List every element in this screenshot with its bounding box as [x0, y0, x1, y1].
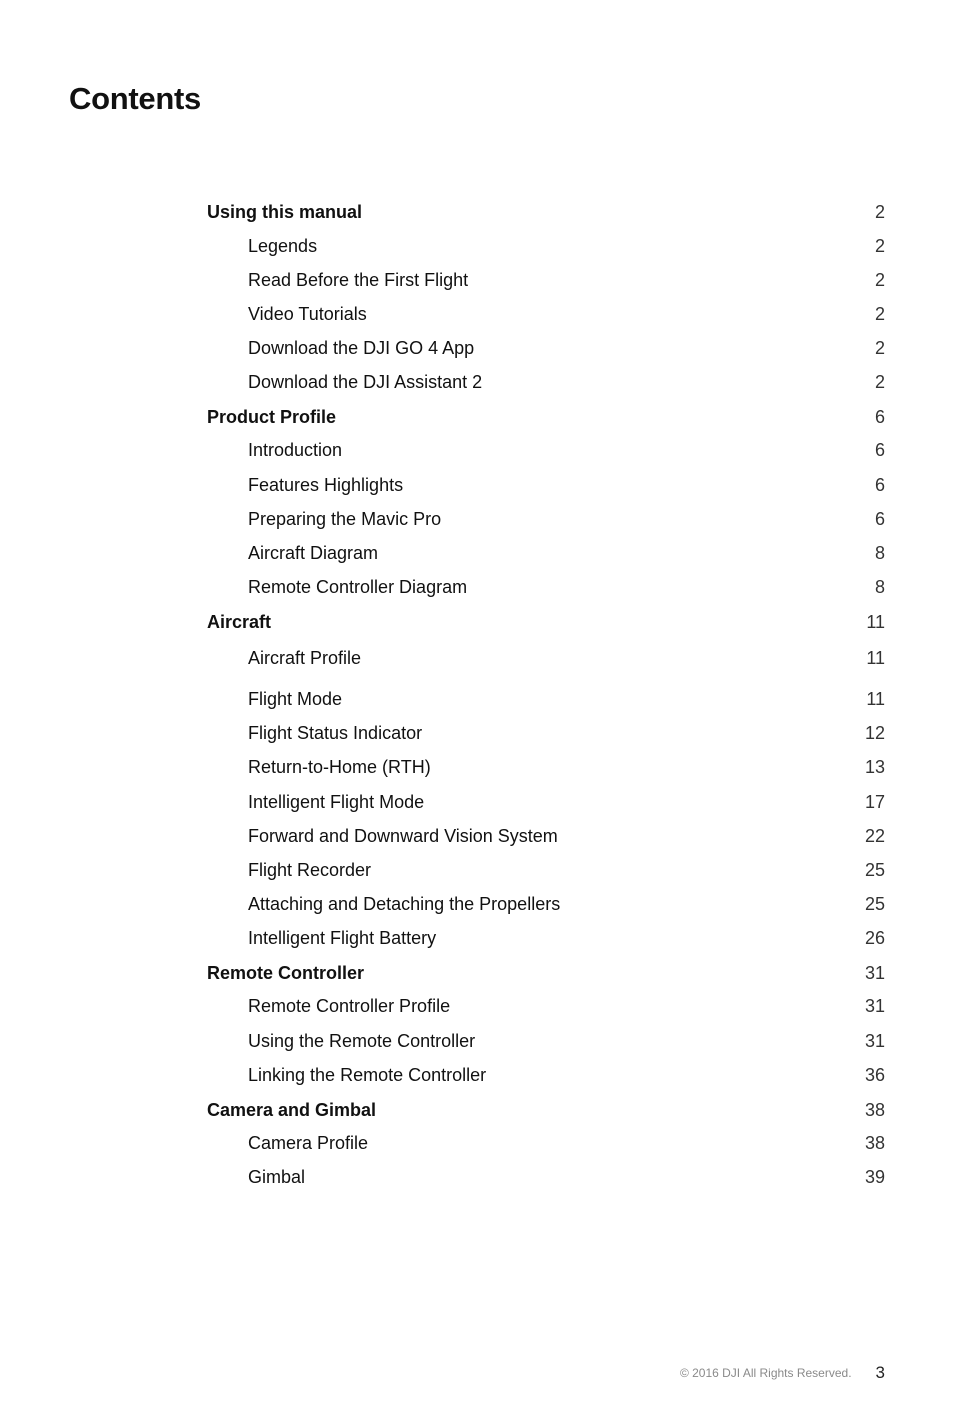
toc-page-number: 11: [866, 612, 885, 632]
toc-entry-download-dji-go-4-app[interactable]: [207, 336, 885, 360]
toc-entry-vision-system[interactable]: [207, 824, 885, 848]
toc-entry-intelligent-flight-mode[interactable]: [207, 790, 885, 814]
page-title: Contents: [69, 81, 201, 116]
toc-entry-introduction[interactable]: [207, 438, 885, 462]
toc-entry-label: Legends: [248, 236, 318, 256]
toc-entry-label: Video Tutorials: [248, 304, 367, 324]
toc-entry-label: Features Highlights: [248, 475, 404, 495]
toc-entry-flight-status-indicator[interactable]: [207, 721, 885, 745]
toc-page-number: 31: [864, 996, 885, 1016]
toc-page-number: 11: [866, 648, 885, 668]
toc-page-number: 6: [874, 440, 885, 460]
toc-entry-label: Download the DJI Assistant 2: [248, 372, 483, 392]
toc-page-number: 31: [864, 963, 885, 983]
toc-page-number: 31: [864, 1031, 885, 1051]
toc-section-camera-and-gimbal[interactable]: [207, 1098, 885, 1122]
toc-page-number: 2: [874, 338, 885, 358]
toc-entry-label: Aircraft Profile: [248, 648, 362, 668]
toc-page-number: 2: [874, 270, 885, 290]
toc-page-number: 8: [874, 543, 885, 563]
toc-section-product-profile[interactable]: [207, 405, 885, 429]
toc-entry-return-to-home[interactable]: [207, 755, 885, 779]
toc-entry-linking-remote-controller[interactable]: [207, 1063, 885, 1087]
toc-page-number: 6: [874, 509, 885, 529]
toc-page-number: 6: [874, 475, 885, 495]
toc-page-number: 13: [864, 757, 885, 777]
toc-entry-label: Remote Controller Diagram: [248, 577, 468, 597]
toc-entry-label: Remote Controller: [207, 963, 365, 983]
toc-entry-label: Introduction: [248, 440, 343, 460]
toc-entry-label: Flight Mode: [248, 689, 343, 709]
toc-entry-label: Aircraft: [207, 612, 272, 632]
page-footer: [680, 1362, 885, 1384]
toc-entry-label: Read Before the First Flight: [248, 270, 469, 290]
toc-entry-label: Linking the Remote Controller: [248, 1065, 487, 1085]
toc-entry-flight-battery[interactable]: [207, 926, 885, 950]
toc-entry-features-highlights[interactable]: [207, 473, 885, 497]
toc-entry-download-dji-assistant-2[interactable]: [207, 370, 885, 394]
toc-page-number: 12: [864, 723, 885, 743]
toc-page-number: 25: [864, 860, 885, 880]
toc-entry-label: Product Profile: [207, 407, 337, 427]
toc-entry-label: Preparing the Mavic Pro: [248, 509, 442, 529]
toc-page-number: 6: [874, 407, 885, 427]
toc-page-number: 2: [874, 236, 885, 256]
toc-page-number: 39: [864, 1167, 885, 1187]
toc-section-remote-controller[interactable]: [207, 961, 885, 985]
toc-entry-propellers[interactable]: [207, 892, 885, 916]
toc-entry-label: Remote Controller Profile: [248, 996, 451, 1016]
toc-entry-label: Flight Recorder: [248, 860, 372, 880]
toc-entry-label: Forward and Downward Vision System: [248, 826, 558, 846]
toc-page-number: 25: [864, 894, 885, 914]
toc-entry-label: Attaching and Detaching the Propellers: [248, 894, 561, 914]
toc-entry-remote-controller-profile[interactable]: [207, 994, 885, 1018]
toc-entry-label: Download the DJI GO 4 App: [248, 338, 475, 358]
toc-page-number: 36: [864, 1065, 885, 1085]
toc-entry-label: Return-to-Home (RTH): [248, 757, 431, 777]
toc-entry-aircraft-profile[interactable]: [207, 646, 885, 670]
toc-entry-legends[interactable]: [207, 234, 885, 258]
toc-entry-aircraft-diagram[interactable]: [207, 541, 885, 565]
toc-page-number: 38: [864, 1133, 885, 1153]
toc-entry-flight-mode[interactable]: [207, 687, 885, 711]
toc-entry-label: Intelligent Flight Mode: [248, 792, 425, 812]
toc-page-number: 8: [874, 577, 885, 597]
toc-entry-remote-controller-diagram[interactable]: [207, 575, 885, 599]
toc-entry-label: Using the Remote Controller: [248, 1031, 476, 1051]
toc-page-number: 11: [866, 689, 885, 709]
toc-entry-preparing-mavic-pro[interactable]: [207, 507, 885, 531]
toc-entry-label: Aircraft Diagram: [248, 543, 379, 563]
toc-entry-read-before-first-flight[interactable]: [207, 268, 885, 292]
toc-entry-label: Intelligent Flight Battery: [248, 928, 437, 948]
toc-page-number: 26: [864, 928, 885, 948]
toc-page-number: 2: [874, 372, 885, 392]
toc-entry-label: Gimbal: [248, 1167, 306, 1187]
copyright-notice: © 2016 DJI All Rights Reserved.: [679, 1366, 852, 1380]
toc-page-number: 38: [864, 1100, 885, 1120]
toc-entry-gimbal[interactable]: [207, 1165, 885, 1189]
toc-entry-label: Camera and Gimbal: [207, 1100, 377, 1120]
toc-entry-video-tutorials[interactable]: [207, 302, 885, 326]
toc-page-number: 17: [864, 792, 885, 812]
toc-section-using-this-manual[interactable]: [207, 200, 885, 224]
toc-entry-label: Using this manual: [207, 202, 363, 222]
toc-page-number: 22: [864, 826, 885, 846]
toc-entry-camera-profile[interactable]: [207, 1131, 885, 1155]
toc-entry-using-remote-controller[interactable]: [207, 1029, 885, 1053]
toc-entry-label: Flight Status Indicator: [248, 723, 423, 743]
toc-page-number: 2: [874, 202, 885, 222]
toc-section-aircraft[interactable]: [207, 610, 885, 634]
toc-entry-label: Camera Profile: [248, 1133, 369, 1153]
toc-page-number: 2: [874, 304, 885, 324]
toc-entry-flight-recorder[interactable]: [207, 858, 885, 882]
page-number: 3: [875, 1363, 885, 1382]
